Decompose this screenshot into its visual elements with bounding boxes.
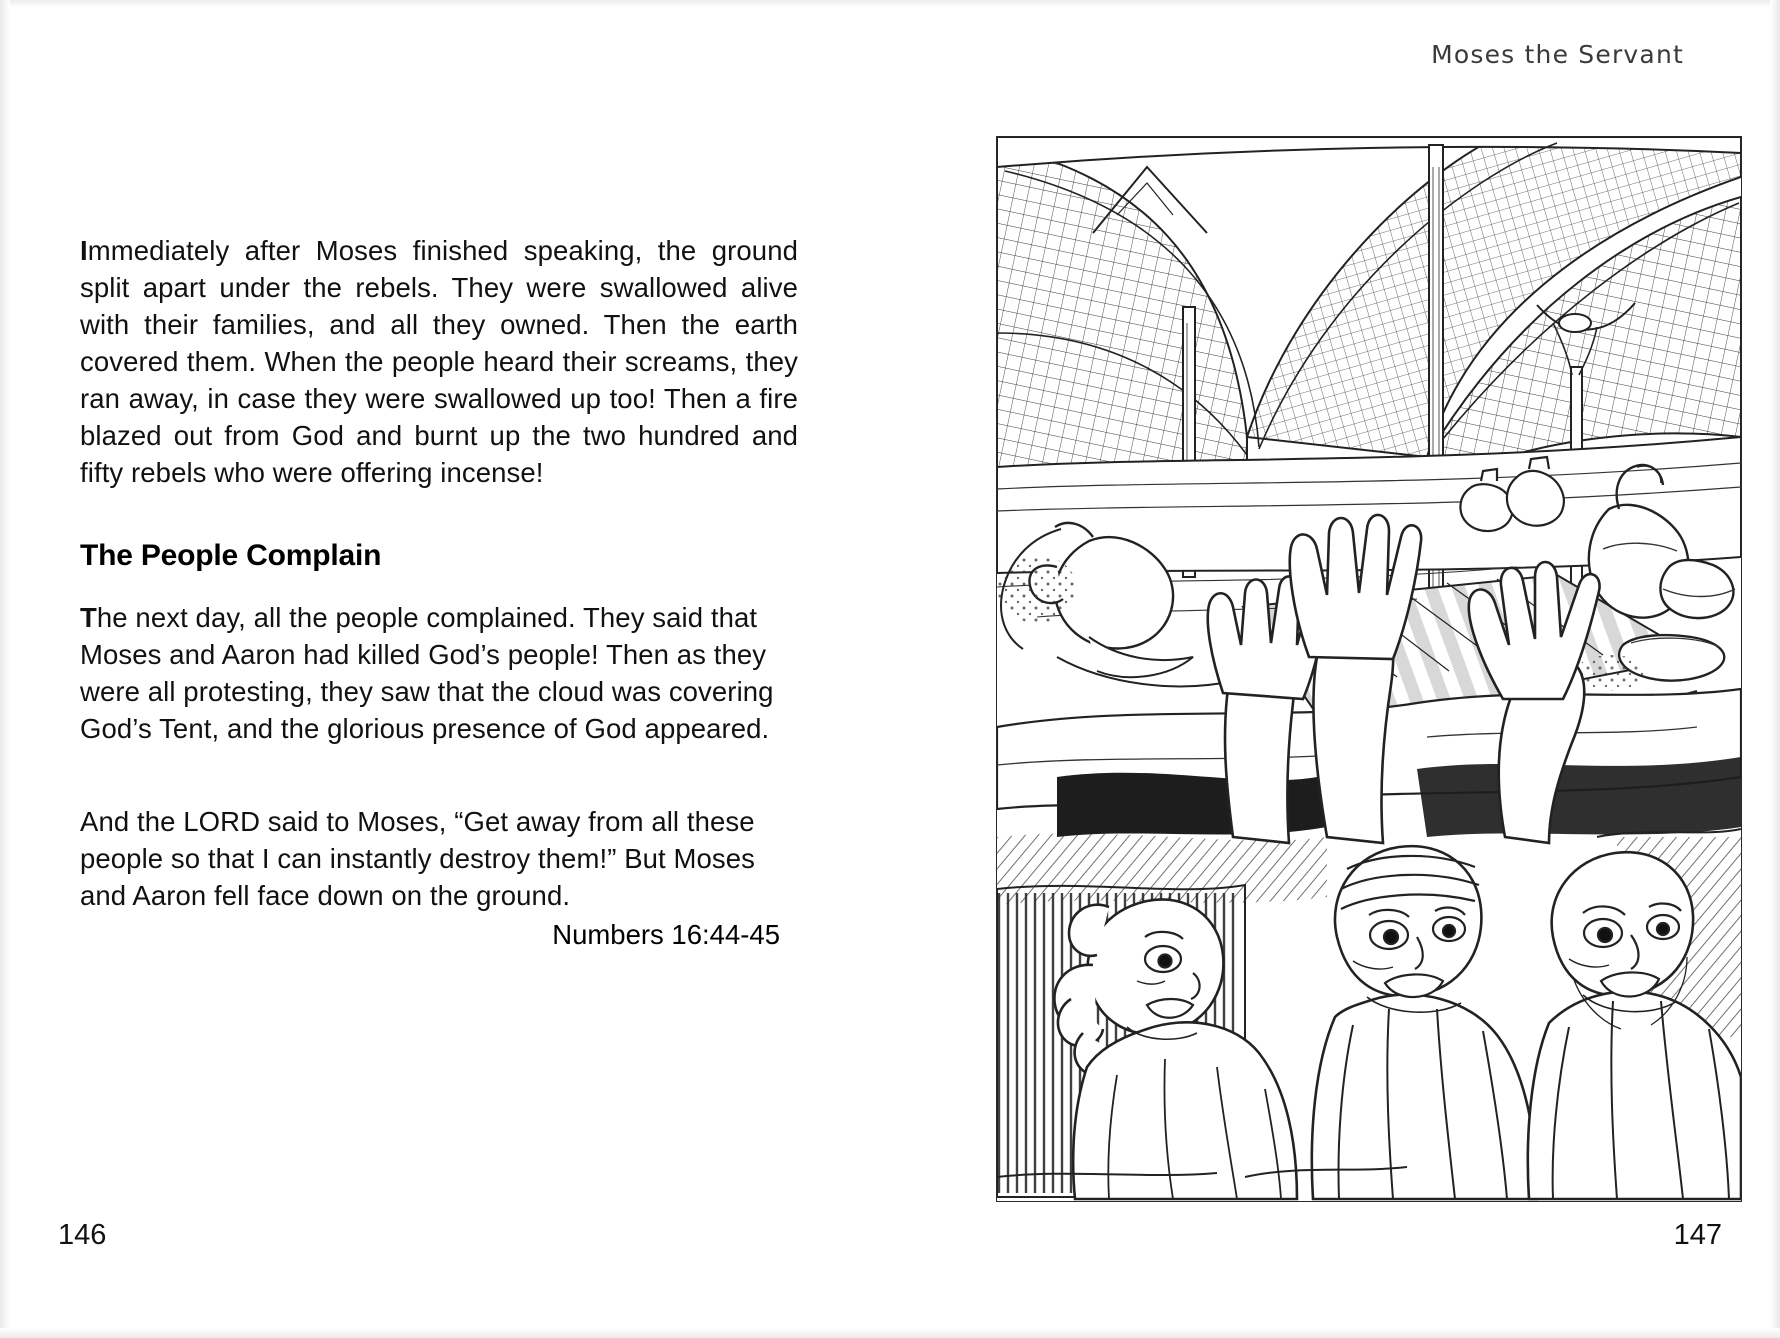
body-paragraph-2: The next day, all the people complained. They said that Moses and Aaron had killed God’s people! Then as they were all protesting, they saw that the cloud was covering God’s Tent, and the glorious presence of God appeared. (80, 602, 774, 744)
left-page-text-column (80, 232, 800, 953)
page-number-right: 147 (1673, 1219, 1722, 1251)
page-edge-right (1770, 0, 1780, 1338)
tent-and-frightened-people-illustration (997, 137, 1741, 1201)
running-head: Moses the Servant (1431, 40, 1684, 69)
page-number-left: 146 (58, 1219, 107, 1251)
page-edge-top (0, 0, 1780, 8)
page-edge-bottom (0, 1328, 1780, 1338)
illustration-frame (996, 136, 1742, 1202)
body-paragraph-1: Immediately after Moses finished speaking, the ground split apart under the rebels. They were swallowed alive with their families, and all they owned. Then the earth covered them. When the people heard their screams, they ran away, in case they were swallowed up too! Then a fire blazed out from God and burnt up the two hundred and fifty rebels who were offering incense! (80, 235, 798, 488)
section-heading: The People Complain (80, 539, 382, 572)
verse-reference: Numbers 16:44-45 (552, 919, 780, 950)
page-edge-left (0, 0, 10, 1338)
body-paragraph-3: And the LORD said to Moses, “Get away from all these people so that I can instantly destroy them!” But Moses and Aaron fell face down on the ground. (80, 806, 756, 911)
